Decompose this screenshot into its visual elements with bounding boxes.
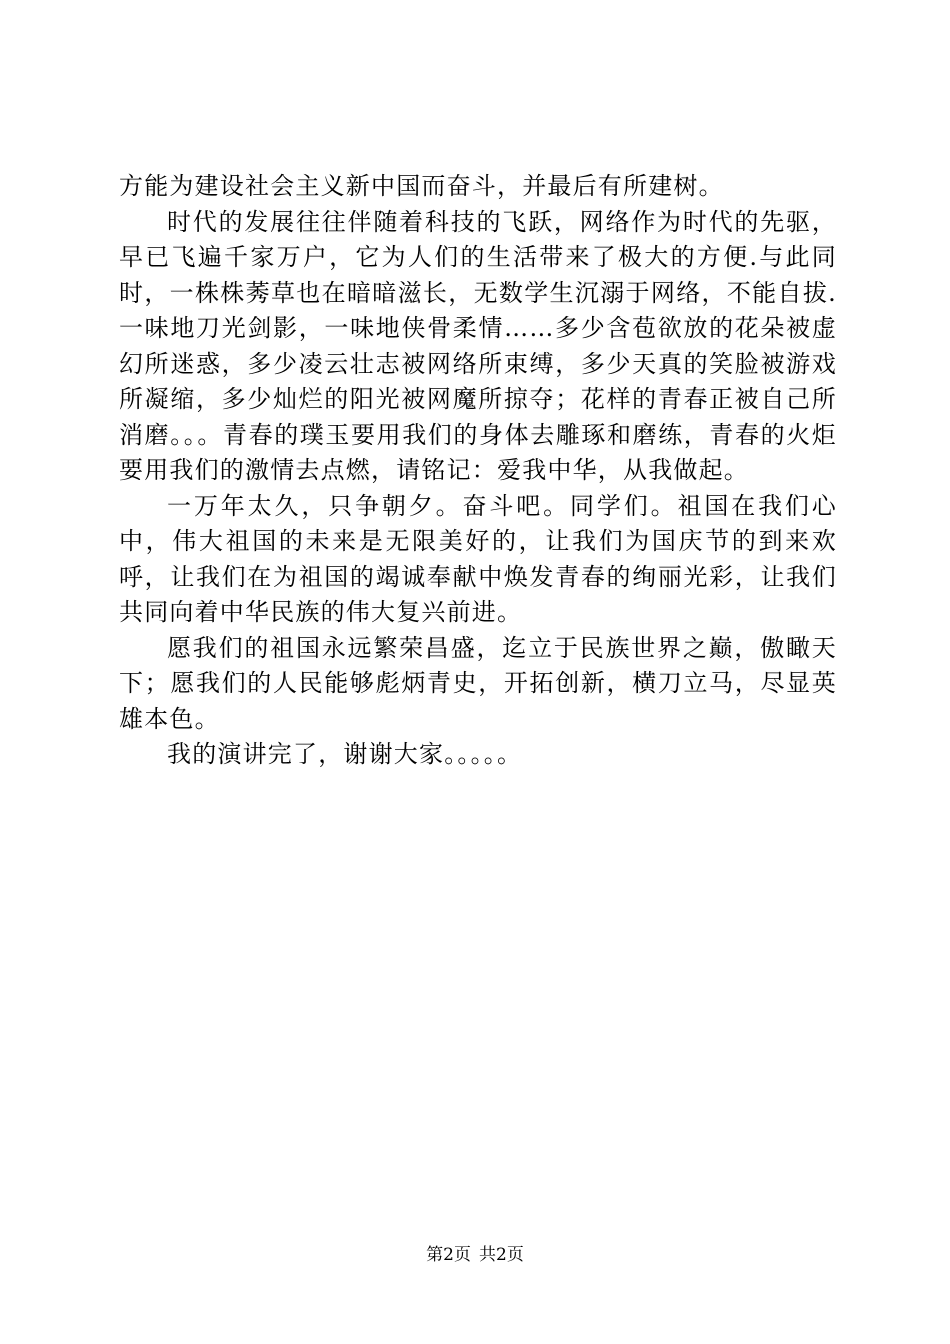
paragraph-internet: 时代的发展往往伴随着科技的飞跃，网络作为时代的先驱，早已飞遍千家万户，它为人们的生活带来了极大的方便.与此同时，一株株莠草也在暗暗滋长，无数学生沉溺于网络，不能自拔.一味地刀光剑影，一味地侠骨柔情……多少含苞欲放的花朵被虚幻所迷惑，多少凌云壮志被网络所束缚，多少天真的笑脸被游戏所凝缩，多少灿烂的阳光被网魔所掠夺；花样的青春正被自己所消磨。。。青春的璞玉要用我们的身体去雕琢和磨练，青春的火炬要用我们的激情去点燃，请铭记：爱我中华，从我做起。 <box>119 207 837 484</box>
document-body <box>119 169 837 773</box>
page-footer <box>0 1244 950 1266</box>
paragraph-wish: 愿我们的祖国永远繁荣昌盛，迄立于民族世界之巅，傲瞰天下；愿我们的人民能够彪炳青史，开拓创新，横刀立马，尽显英雄本色。 <box>119 633 837 733</box>
page-total: 共2页 <box>479 1245 524 1265</box>
page-number: 第2页 <box>426 1245 471 1265</box>
paragraph-continuation: 方能为建设社会主义新中国而奋斗，并最后有所建树。 <box>119 172 724 200</box>
paragraph-closing: 我的演讲完了，谢谢大家。。。。。 <box>167 740 523 768</box>
paragraph-strive: 一万年太久，只争朝夕。奋斗吧。同学们。祖国在我们心中，伟大祖国的未来是无限美好的，让我们为国庆节的到来欢呼，让我们在为祖国的竭诚奉献中焕发青春的绚丽光彩，让我们共同向着中华民族的伟大复兴前进。 <box>119 491 837 626</box>
